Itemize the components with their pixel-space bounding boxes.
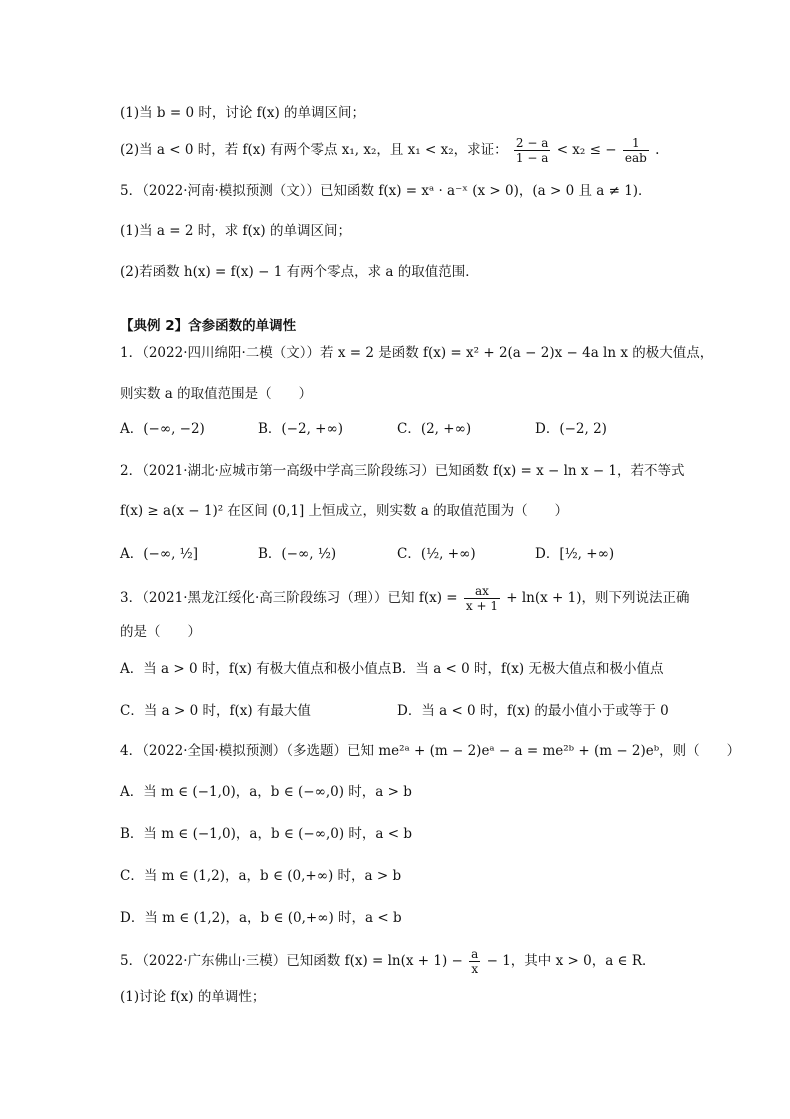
option-b: B．当 m ∈ (−1,0)，a，b ∈ (−∞,0) 时，a < b [120,826,413,842]
option-a: A．当 m ∈ (−1,0)，a，b ∈ (−∞,0) 时，a > b [120,784,412,800]
fraction [469,947,480,976]
text-segment: 5．（2022·广东佛山·三模）已知函数 f(x) = ln(x + 1) − [120,953,463,969]
option-a: A．当 a > 0 时，f(x) 有极大值点和极小值点 [120,661,392,677]
option-a: A．(−∞, −2) [120,421,205,437]
question-line: 2．（2021·湖北·应城市第一高级中学高三阶段练习）已知函数 f(x) = x − ln x − 1，若不等式 [120,463,685,479]
question-line: 则实数 a 的取值范围是（ ） [120,386,313,402]
fraction-numerator: 2 − a [515,136,549,150]
option-b: B．(−2, +∞) [258,421,343,437]
option-d: D．当 a < 0 时，f(x) 的最小值小于或等于 0 [397,703,669,719]
text-segment: < x₂ ≤ − [556,142,617,158]
fraction [464,584,500,613]
option-b: B．(−∞, ½) [258,546,337,562]
text-line: (1)当 a = 2 时，求 f(x) 的单调区间； [120,223,351,239]
option-c: C．当 m ∈ (1,2)，a，b ∈ (0,+∞) 时，a > b [120,868,402,884]
fraction-denominator: eab [624,151,647,165]
fraction-denominator: x [471,962,479,976]
text-line-with-fractions [120,136,659,165]
question-line-with-fraction [120,947,655,976]
option-d: D．(−2, 2) [535,421,607,437]
question-line: (1)讨论 f(x) 的单调性； [120,989,266,1005]
option-d: D．当 m ∈ (1,2)，a，b ∈ (0,+∞) 时，a < b [120,910,402,926]
text-segment: 3．（2021·黑龙江绥化·高三阶段练习（理））已知 f(x) = [120,590,458,606]
option-c: C．(2, +∞) [397,421,472,437]
text-segment: (2)当 a < 0 时，若 f(x) 有两个零点 x₁, x₂，且 x₁ < x₂，求证： [120,142,508,158]
option-c: C．(½, +∞) [397,546,476,562]
text-line: (2)若函数 h(x) = f(x) − 1 有两个零点，求 a 的取值范围． [120,264,479,280]
fraction-numerator: ax [464,584,500,599]
option-b: B．当 a < 0 时，f(x) 无极大值点和极小值点 [392,661,664,677]
fraction-numerator: a [471,947,479,961]
option-d: D．[½, +∞) [535,546,615,562]
text-line: (1)当 b = 0 时，讨论 f(x) 的单调区间； [120,105,366,121]
question-line: 1．（2022·四川绵阳·二模（文））若 x = 2 是函数 f(x) = x² + 2(a − 2)x − 4a ln x 的极大值点， [120,345,714,361]
fraction [623,136,649,165]
section-heading: 【典例 2】含参函数的单调性 [120,318,297,334]
fraction-denominator: 1 − a [515,151,549,165]
text-line: 5．（2022·河南·模拟预测（文））已知函数 f(x) = xᵃ · a⁻ˣ (x > 0)，(a > 0 且 a ≠ 1)． [120,183,652,199]
text-segment: − 1，其中 x > 0，a ∈ R． [486,953,656,969]
fraction-denominator: x + 1 [465,599,498,613]
option-a: A．(−∞, ½] [120,546,199,562]
question-line: f(x) ≥ a(x − 1)² 在区间 (0,1] 上恒成立，则实数 a 的取值范围为（ ） [120,503,569,519]
text-segment: . [655,142,660,158]
fraction-numerator: 1 [623,136,649,151]
question-line-with-fraction [120,584,690,613]
question-line: 的是（ ） [120,624,201,640]
question-line: 4．（2022·全国·模拟预测）（多选题）已知 me²ᵃ + (m − 2)eᵃ − a = me²ᵇ + (m − 2)eᵇ，则（ ） [120,743,741,759]
text-segment: + ln(x + 1)，则下列说法正确 [506,590,690,606]
option-c: C．当 a > 0 时，f(x) 有最大值 [120,703,311,719]
fraction [514,136,550,165]
